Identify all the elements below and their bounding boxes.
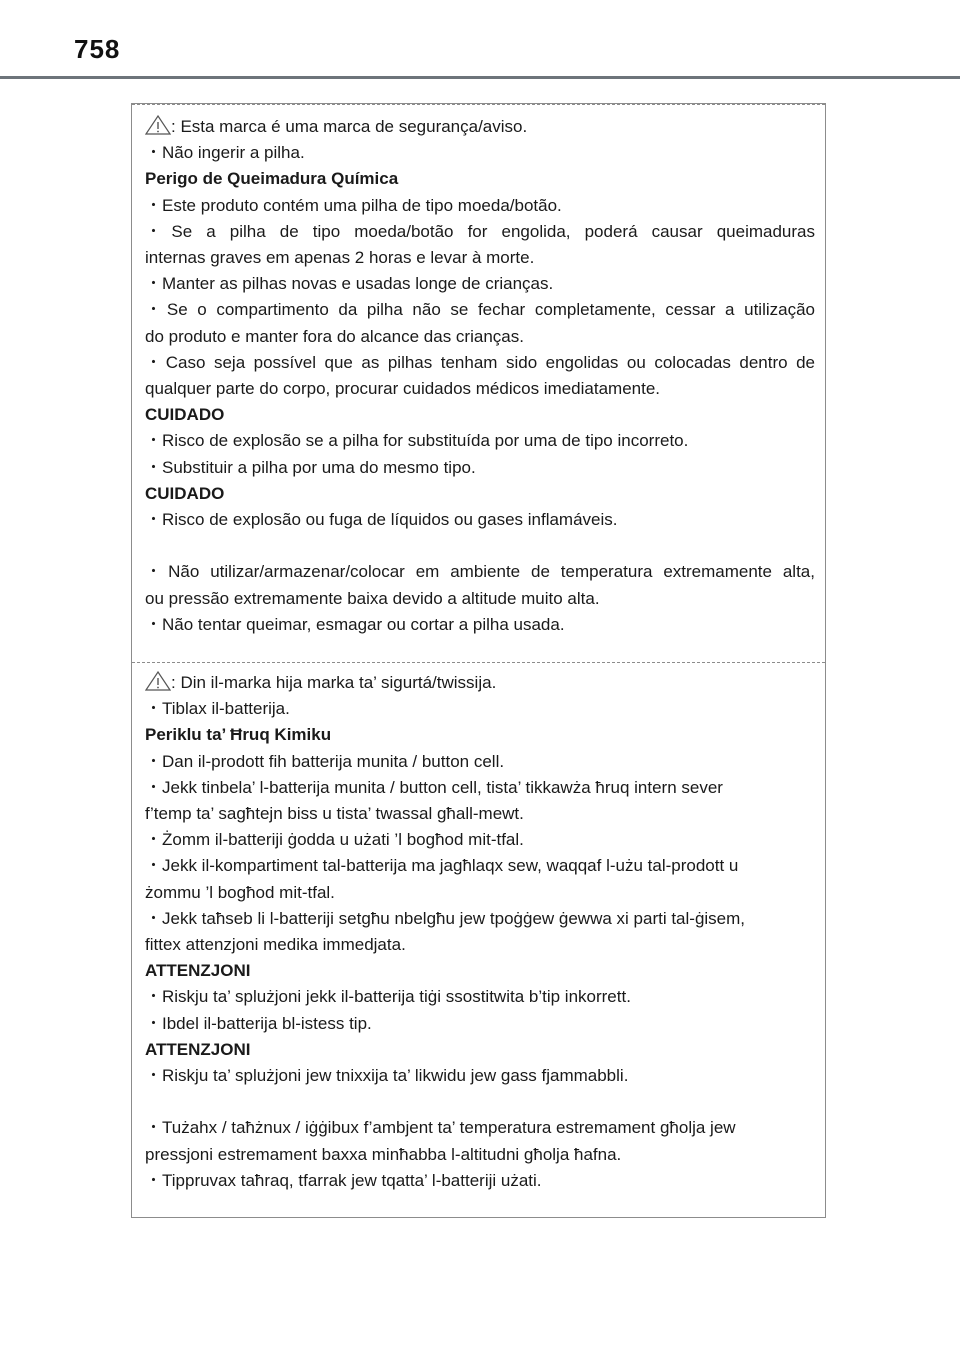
- maltese-text-line: ・Tiblax il-batterija.: [145, 699, 290, 719]
- portuguese-lines: [145, 140, 815, 638]
- portuguese-text-line: ・Se o compartimento da pilha não se fechar completamente, cessar a utilização: [145, 300, 815, 320]
- maltese-text-line: fittex attenzjoni medika immedjata.: [145, 935, 406, 955]
- maltese-heading: Periklu ta’ Ħruq Kimiku: [145, 725, 332, 745]
- maltese-intro-line: [145, 670, 815, 696]
- maltese-lines: [145, 696, 815, 1194]
- maltese-text-line: ・Riskju ta’ splużjoni jew tnixxija ta’ likwidu jew gass fjammabbli.: [145, 1066, 629, 1086]
- portuguese-heading: CUIDADO: [145, 483, 225, 503]
- maltese-heading: ATTENZJONI: [145, 1039, 251, 1059]
- maltese-spacer: [145, 1089, 815, 1115]
- portuguese-heading: Perigo de Queimadura Química: [145, 169, 399, 189]
- portuguese-intro-text: : Esta marca é uma marca de segurança/aviso.: [171, 117, 528, 136]
- maltese-text-line: ・Ibdel il-batterija bl-istess tip.: [145, 1013, 372, 1033]
- maltese-text-line: f’temp ta’ sagħtejn biss u tista’ twassal għall-mewt.: [145, 804, 524, 824]
- portuguese-text-line: ou pressão extremamente baixa devido a altitude muito alta.: [145, 588, 600, 608]
- portuguese-text-line: ・Não tentar queimar, esmagar ou cortar a pilha usada.: [145, 614, 565, 634]
- maltese-text-line: pressjoni estremament baxxa minħabba l-altitudni għolja ħafna.: [145, 1144, 622, 1164]
- portuguese-text-line: ・Este produto contém uma pilha de tipo moeda/botão.: [145, 195, 562, 215]
- maltese-text-line: ・Jekk il-kompartiment tal-batterija ma jagħlaqx sew, waqqaf l-użu tal-prodott u: [145, 856, 739, 876]
- section-divider-middle: [132, 662, 825, 663]
- page-number: 758: [74, 34, 121, 64]
- portuguese-text-line: ・Não utilizar/armazenar/colocar em ambiente de temperatura extremamente alta,: [145, 562, 815, 582]
- section-divider-top: [132, 104, 825, 105]
- maltese-text-line: ・Żomm il-batteriji ġodda u użati ’l bogħod mit-tfal.: [145, 830, 524, 850]
- warning-triangle-icon: [145, 671, 171, 691]
- portuguese-text-line: ・Risco de explosão se a pilha for substituída por uma de tipo incorreto.: [145, 431, 689, 451]
- portuguese-spacer: [145, 533, 815, 559]
- battery-warning-box: [131, 103, 826, 1218]
- portuguese-heading: CUIDADO: [145, 405, 225, 425]
- portuguese-text-line: ・Não ingerir a pilha.: [145, 143, 305, 163]
- portuguese-text-line: ・Risco de explosão ou fuga de líquidos ou gases inflamáveis.: [145, 510, 618, 530]
- portuguese-text-line: do produto e manter fora do alcance das crianças.: [145, 326, 524, 346]
- portuguese-intro-line: [145, 114, 815, 140]
- portuguese-text-line: ・Caso seja possível que as pilhas tenham sido engolidas ou colocadas dentro de: [145, 352, 815, 372]
- maltese-text-line: ・Dan il-prodott fih batterija munita / button cell.: [145, 751, 505, 771]
- maltese-text-line: żommu ’l bogħod mit-tfal.: [145, 882, 335, 902]
- maltese-intro-text: : Din il-marka hija marka ta’ sigurtá/twissija.: [171, 673, 497, 692]
- maltese-text-line: ・Tużahx / taħżnux / iġġibux f’ambjent ta’ temperatura estremament għolja jew: [145, 1118, 736, 1138]
- maltese-section: [145, 670, 815, 1194]
- maltese-text-line: ・Jekk tinbela’ l-batterija munita / button cell, tista’ tikkawża ħruq intern sever: [145, 777, 723, 797]
- maltese-text-line: ・Jekk taħseb li l-batteriji setgħu nbelgħu jew tpoġġew ġewwa xi parti tal-ġisem,: [145, 908, 746, 928]
- portuguese-section: [145, 114, 815, 638]
- portuguese-text-line: ・Se a pilha de tipo moeda/botão for engolida, poderá causar queimaduras: [145, 221, 815, 241]
- portuguese-text-line: internas graves em apenas 2 horas e levar à morte.: [145, 248, 535, 268]
- maltese-text-line: ・Tippruvax taħraq, tfarrak jew tqatta’ l-batteriji użati.: [145, 1170, 542, 1190]
- maltese-heading: ATTENZJONI: [145, 961, 251, 981]
- header-rule: [0, 76, 960, 79]
- portuguese-text-line: qualquer parte do corpo, procurar cuidados médicos imediatamente.: [145, 379, 661, 399]
- warning-triangle-icon: [145, 115, 171, 135]
- portuguese-text-line: ・Substituir a pilha por uma do mesmo tipo.: [145, 457, 476, 477]
- portuguese-text-line: ・Manter as pilhas novas e usadas longe de crianças.: [145, 274, 554, 294]
- maltese-text-line: ・Riskju ta’ splużjoni jekk il-batterija tiġi ssostitwita b’tip inkorrett.: [145, 987, 631, 1007]
